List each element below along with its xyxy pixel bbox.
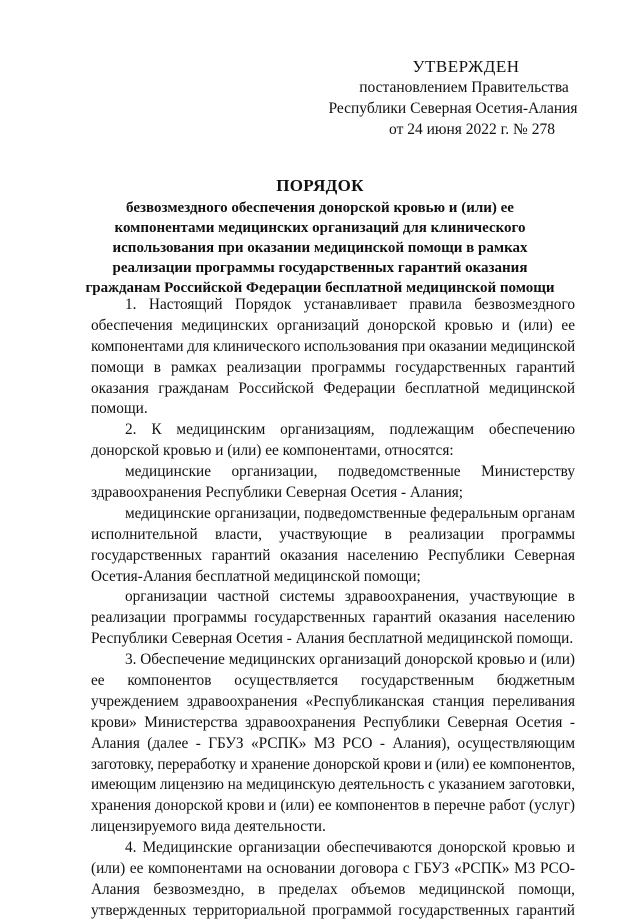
subtitle-line: гражданам Российской Федерации бесплатной медицинской помощи	[85, 280, 555, 296]
body-line: исполнительной власти, участвующие в реализации программы	[91, 525, 575, 543]
body-line: обеспечения медицинских организаций донорской кровью и (или) ее	[91, 316, 575, 334]
approval-heading: УТВЕРЖДЕН	[412, 57, 520, 76]
approval-line-3: от 24 июня 2022 г. № 278	[389, 121, 555, 138]
subtitle-line: компонентами медицинских организаций для клинического	[114, 220, 526, 236]
body-line: заготовку, переработку и хранение донорской крови и (или) ее компонентов,	[91, 755, 575, 773]
approval-stamp	[300, 56, 600, 140]
document-subtitle	[80, 198, 560, 298]
body-line: учреждением здравоохранения «Республиканская станция переливания	[91, 692, 575, 710]
body-line: Осетия-Алания бесплатной медицинской помощи;	[91, 567, 421, 585]
document-title: ПОРЯДОК	[276, 176, 364, 195]
body-line: ее компонентов осуществляется государственным бюджетным	[91, 672, 575, 690]
body-line: донорской кровью и (или) ее компонентами, относятся:	[91, 442, 454, 460]
body-line: 2. К медицинским организациям, подлежащим обеспечению	[125, 421, 575, 439]
body-line: 3. Обеспечение медицинских организаций донорской кровью и (или)	[125, 651, 575, 669]
approval-line-1: постановлением Правительства	[359, 79, 569, 96]
subtitle-line: использования при оказании медицинской помощи в рамках	[112, 240, 528, 256]
body-line: компонентами для клинического использования при оказании медицинской	[91, 337, 575, 355]
body-line: организации частной системы здравоохранения, участвующие в	[125, 588, 575, 606]
body-line: здравоохранения Республики Северная Осетия - Алания;	[91, 484, 464, 502]
body-line: помощи.	[91, 400, 148, 418]
body-line: Республики Северная Осетия - Алания бесплатной медицинской помощи.	[91, 630, 574, 648]
body-line: реализации программы государственных гарантий оказания населению	[91, 609, 575, 627]
body-line: 4. Медицинские организации обеспечиваются донорской кровью и	[125, 839, 575, 857]
body-line: медицинские организации, подведомственные федеральным органам	[125, 504, 575, 522]
body-line: хранения донорской крови и (или) ее компонентов в перечне работ (услуг)	[91, 797, 575, 815]
body-line: (или) ее компонентами на основании договора с ГБУЗ «РСПК» МЗ РСО-	[91, 860, 575, 878]
body-line: крови» Министерства здравоохранения Республики Северная Осетия -	[91, 713, 575, 731]
body-line: имеющим лицензию на медицинскую деятельность с указанием заготовки,	[91, 776, 575, 794]
body-line: Алания (далее - ГБУЗ «РСПК» МЗ РСО - Алания), осуществляющим	[91, 734, 575, 752]
body-line: оказания гражданам Российской Федерации бесплатной медицинской	[91, 379, 575, 397]
approval-line-2: Республики Северная Осетия-Алания	[328, 100, 578, 117]
body-line: 1. Настоящий Порядок устанавливает правила безвозмездного	[125, 296, 575, 313]
subtitle-line: безвозмездного обеспечения донорской кровью и (или) ее	[126, 200, 514, 216]
body-line: утвержденных территориальной программой государственных гарантий	[91, 901, 575, 919]
body-line: государственных гарантий оказания населению Республики Северная	[91, 546, 575, 564]
body-line: помощи в рамках реализации программы государственных гарантий	[91, 358, 575, 376]
body-line: лицензируемого вида деятельности.	[91, 818, 326, 836]
body-line: Алания безвозмездно, в пределах объемов медицинской помощи,	[91, 880, 575, 898]
body-line: медицинские организации, подведомственные Министерству	[125, 463, 575, 481]
subtitle-line: реализации программы государственных гарантий оказания	[112, 260, 528, 276]
document-body	[91, 295, 575, 922]
